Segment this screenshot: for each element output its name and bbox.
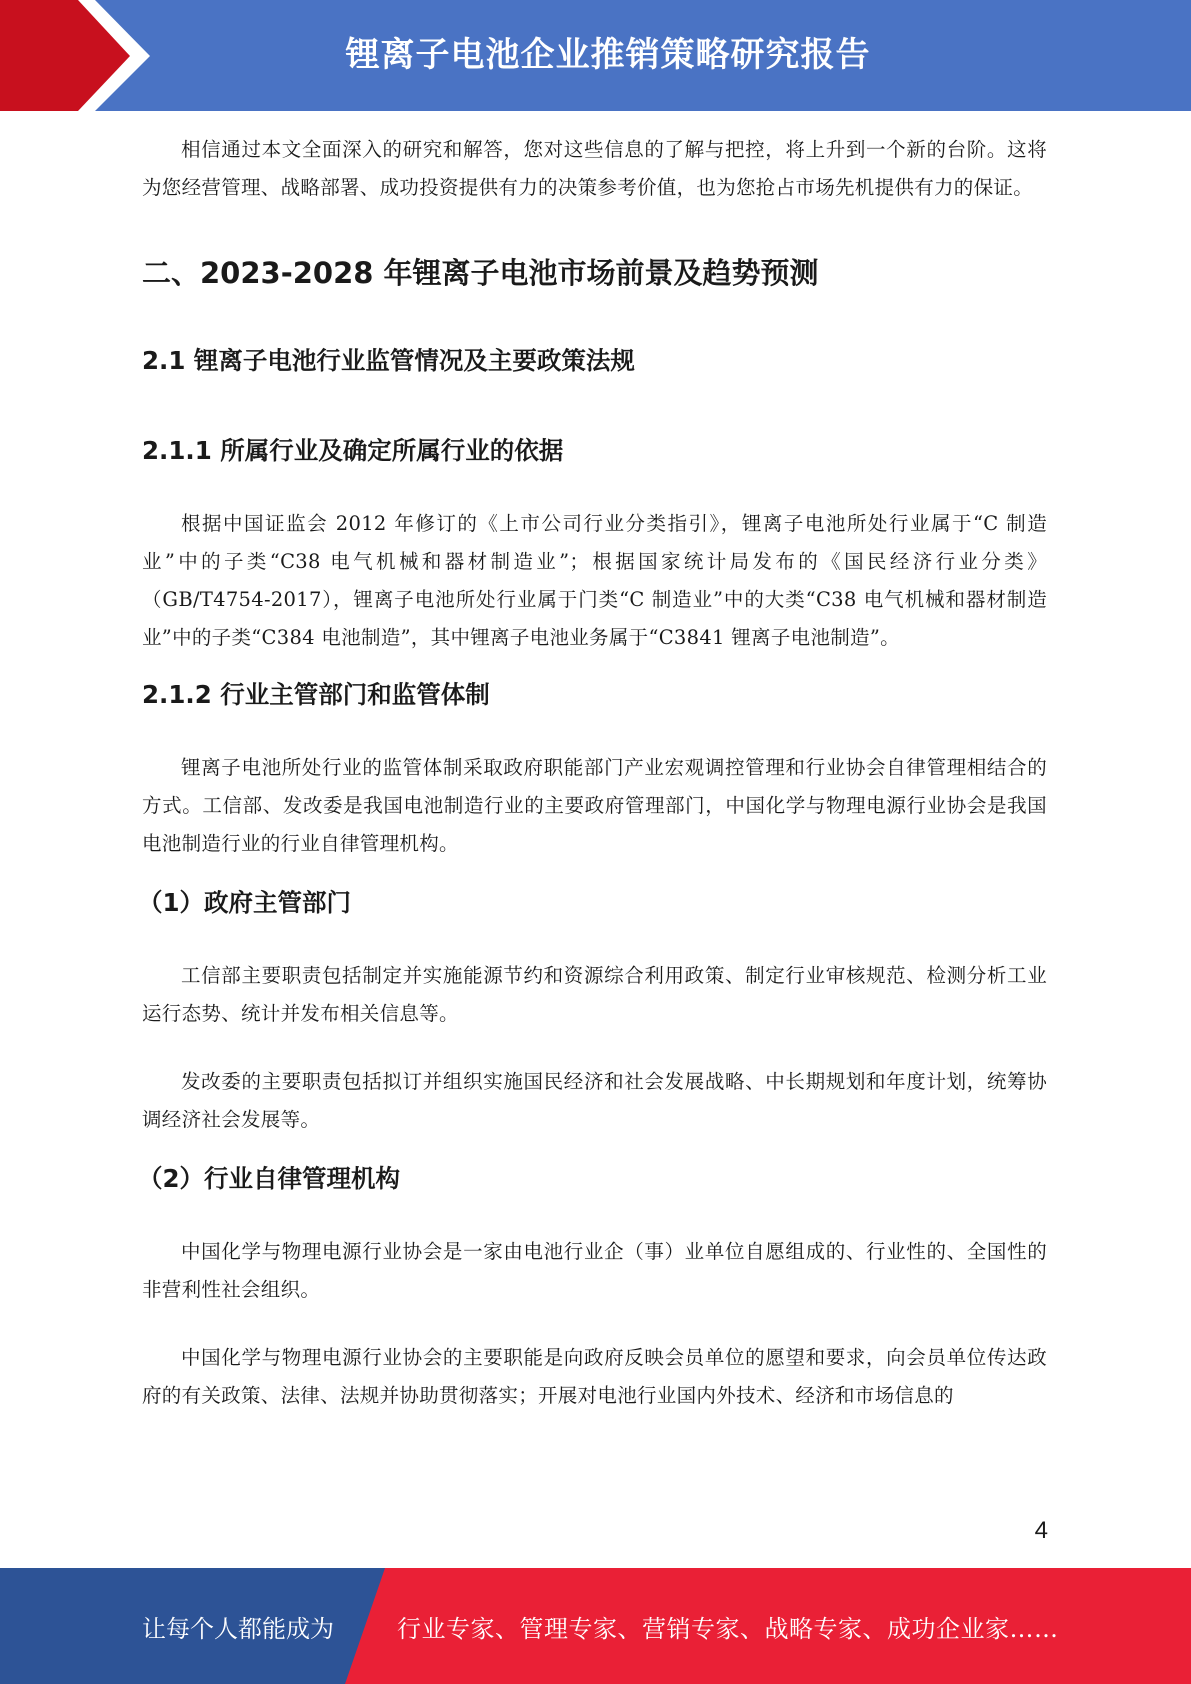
subsubsection-heading-2-1-2: 2.1.2 行业主管部门和监管体制 [142,680,490,709]
document-body [138,131,1047,1415]
association-intro-paragraph: 中国化学与物理电源行业协会是一家由电池行业企（事）业单位自愿组成的、行业性的、全国性的非营利性社会组织。 [142,1240,1047,1301]
gov-dept-heading: （1）政府主管部门 [138,888,352,917]
intro-paragraph: 相信通过本文全面深入的研究和解答，您对这些信息的了解与把控，将上升到一个新的台阶。这将为您经营管理、战略部署、成功投资提供有力的决策参考价值，也为您抢占市场先机提供有力的保证。 [142,138,1047,199]
subsection-heading: 2.1 锂离子电池行业监管情况及主要政策法规 [142,346,635,375]
section-heading: 二、2023-2028 年锂离子电池市场前景及趋势预测 [142,256,819,290]
page-header [0,0,1191,111]
header-title: 锂离子电池企业推销策略研究报告 [345,35,871,75]
page-number: 4 [1034,1517,1048,1544]
page-footer [0,1568,1191,1684]
ndrc-paragraph: 发改委的主要职责包括拟订并组织实施国民经济和社会发展战略、中长期规划和年度计划，统筹协调经济社会发展等。 [142,1070,1047,1131]
regulatory-system-paragraph: 锂离子电池所处行业的监管体制采取政府职能部门产业宏观调控管理和行业协会自律管理相结合的方式。工信部、发改委是我国电池制造行业的主要政府管理部门，中国化学与物理电源行业协会是我国电池制造行业的行业自律管理机构。 [142,756,1047,855]
subsubsection-heading-2-1-1: 2.1.1 所属行业及确定所属行业的依据 [142,436,564,465]
footer-slogan-left: 让每个人都能成为 [142,1614,334,1643]
industry-classification-paragraph: 根据中国证监会 2012 年修订的《上市公司行业分类指引》，锂离子电池所处行业属于“C 制造业”中的子类“C38 电气机械和器材制造业”；根据国家统计局发布的《国民经济行业分类》（GB/T4754-2017），锂离子电池所处行业属于门类“C 制造业”中的大类“C38 电气机械和器材制造业”中的子类“C384 电池制造”，其中锂离子电池业务属于“C3841 锂离子电池制造”。 [142,512,1047,649]
miit-paragraph: 工信部主要职责包括制定并实施能源节约和资源综合利用政策、制定行业审核规范、检测分析工业运行态势、统计并发布相关信息等。 [142,964,1047,1025]
association-functions-paragraph: 中国化学与物理电源行业协会的主要职能是向政府反映会员单位的愿望和要求，向会员单位传达政府的有关政策、法律、法规并协助贯彻落实；开展对电池行业国内外技术、经济和市场信息的 [142,1346,1047,1407]
footer-slogan-right: 行业专家、管理专家、营销专家、战略专家、成功企业家…… [397,1614,1059,1643]
self-regulation-heading: （2）行业自律管理机构 [138,1164,401,1193]
